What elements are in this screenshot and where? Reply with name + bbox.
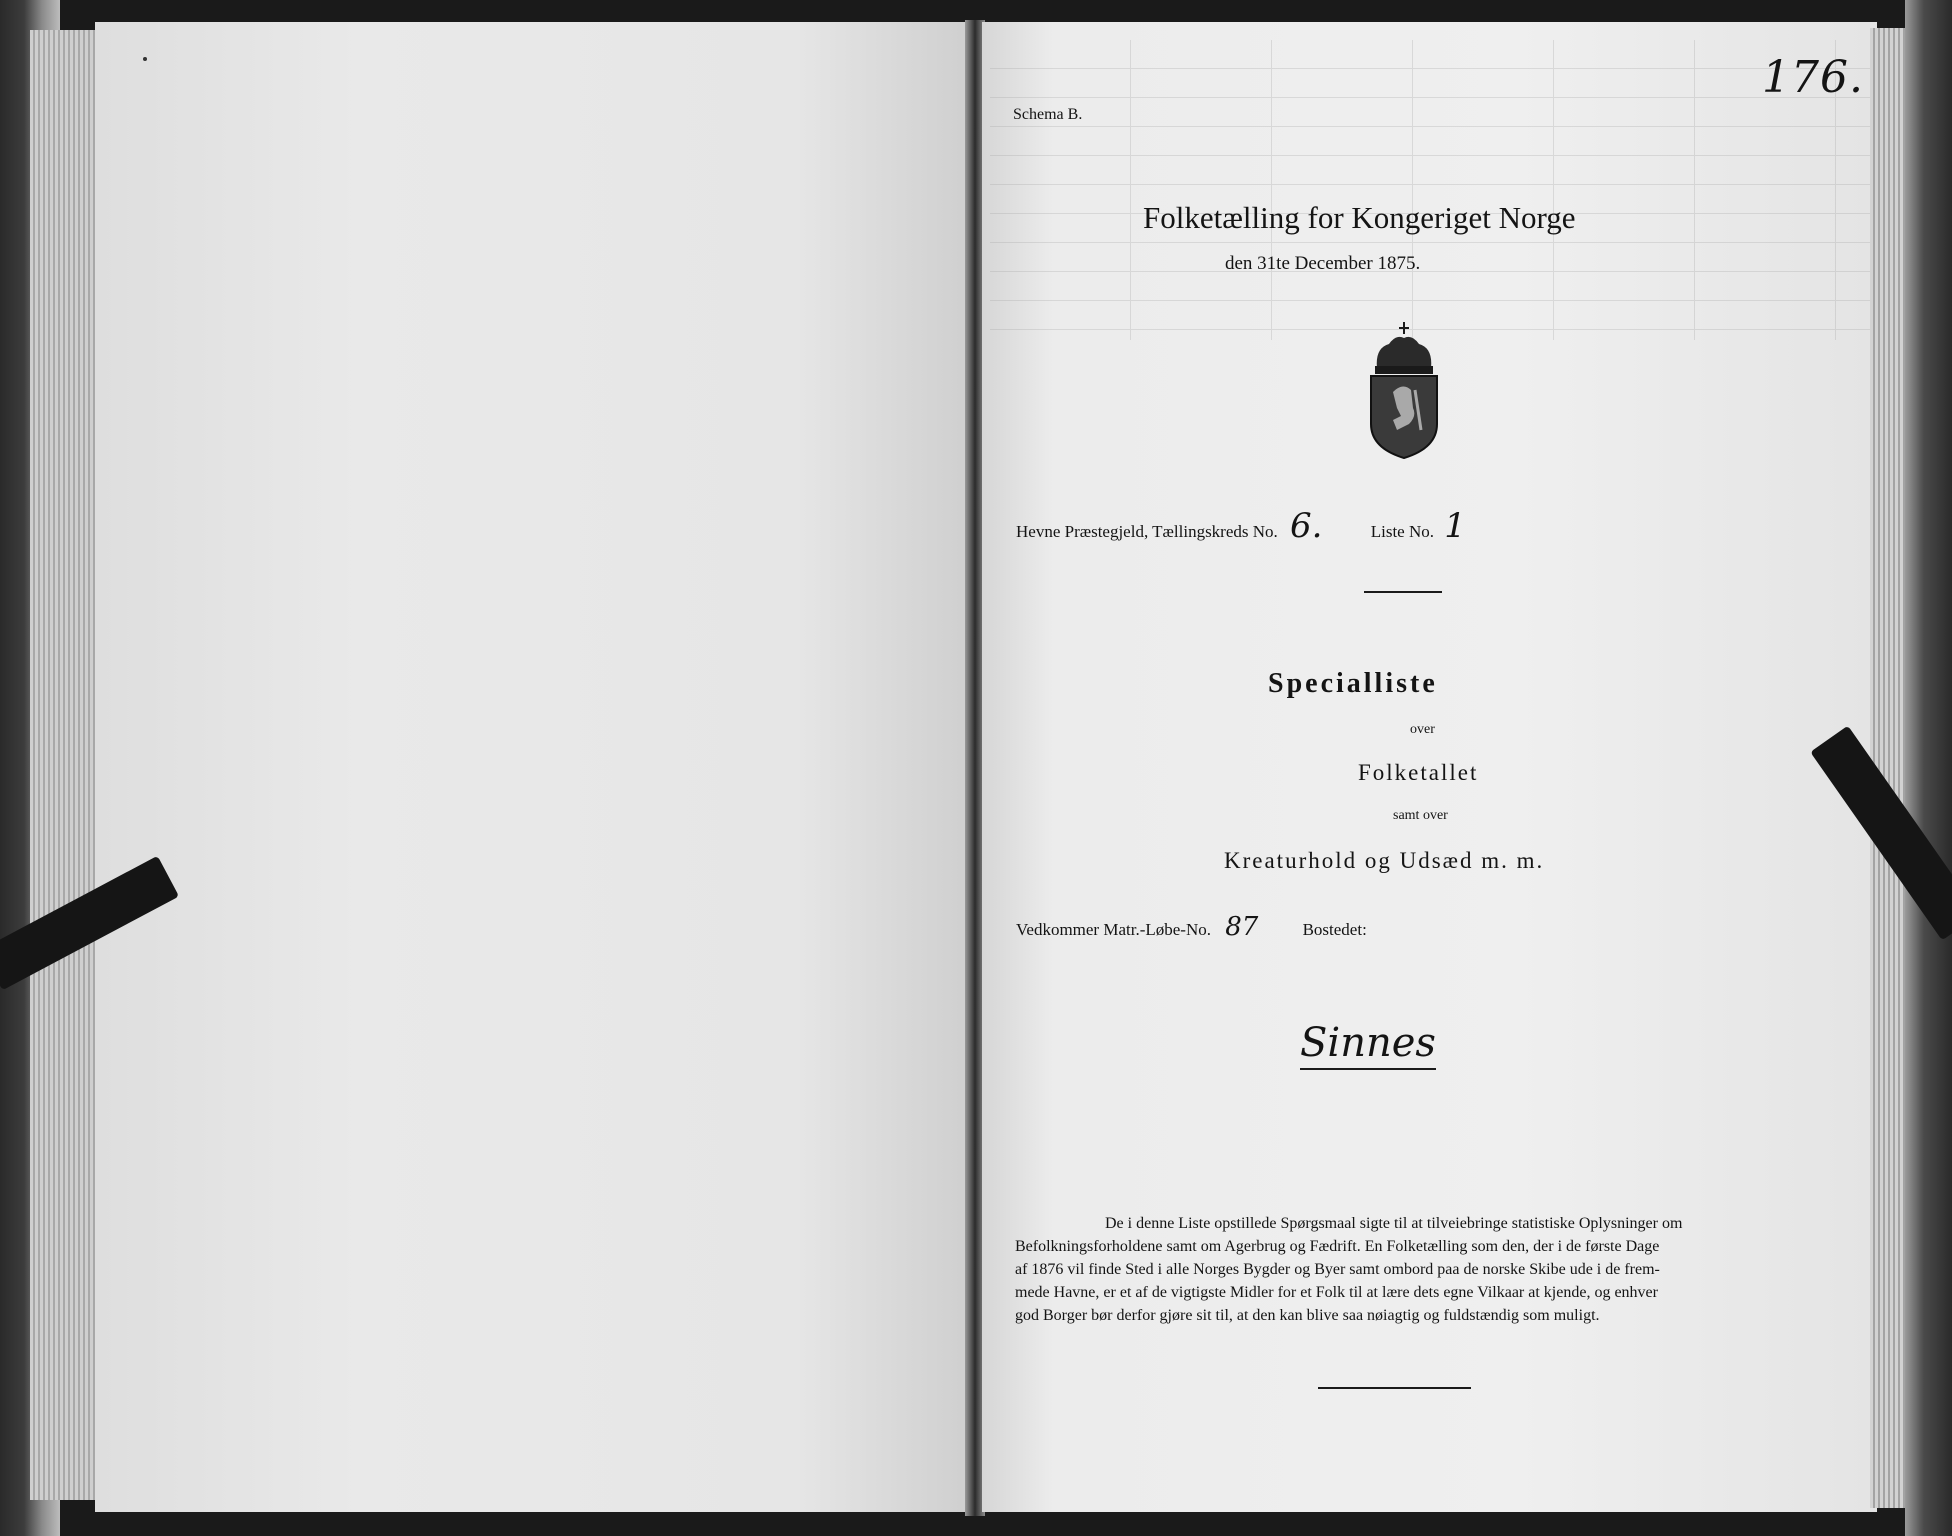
parish-suffix: Præstegjeld, bbox=[1064, 522, 1149, 541]
document-title: Folketælling for Kongeriget Norge bbox=[1143, 200, 1576, 235]
kreaturhold-heading: Kreaturhold og Udsæd m. m. bbox=[1224, 848, 1545, 873]
bottom-divider-rule bbox=[1318, 1387, 1471, 1389]
blank-left-page bbox=[95, 22, 970, 1512]
folketallet-heading: Folketallet bbox=[1358, 760, 1479, 785]
ink-speck bbox=[143, 57, 147, 61]
list-number: 1 bbox=[1444, 506, 1466, 546]
schema-label: Schema B. bbox=[1013, 106, 1083, 123]
bosted-label: Bostedet: bbox=[1302, 920, 1367, 939]
page-edges-left bbox=[30, 30, 100, 1500]
samt-over-text: samt over bbox=[1393, 808, 1448, 823]
district-line bbox=[1016, 506, 1466, 546]
bleed-through-table bbox=[990, 40, 1870, 340]
paragraph-line: af 1876 vil finde Sted i alle Norges Bygder og Byer samt ombord paa de norske Skibe ude i de frem- bbox=[1015, 1261, 1660, 1278]
handwritten-place-name: Sinnes bbox=[1300, 1020, 1436, 1070]
over-text: over bbox=[1410, 722, 1435, 737]
paragraph-line: god Borger bør derfor gjøre sit til, at den kan blive saa nøiagtig og fuldstændig som muligt. bbox=[1015, 1307, 1600, 1324]
list-label: Liste No. bbox=[1370, 522, 1435, 541]
parish-name: Hevne bbox=[1016, 522, 1061, 541]
district-label: Tællingskreds No. bbox=[1152, 522, 1278, 541]
norwegian-coat-of-arms-icon bbox=[1363, 320, 1445, 460]
divider-rule bbox=[1364, 591, 1442, 593]
scan-background-right bbox=[1905, 0, 1952, 1536]
district-number: 6. bbox=[1290, 506, 1323, 546]
matr-number: 87 bbox=[1225, 912, 1259, 942]
census-date: den 31te December 1875. bbox=[1225, 253, 1421, 274]
matr-label: Vedkommer Matr.-Løbe-No. bbox=[1016, 920, 1211, 939]
property-line bbox=[1016, 912, 1367, 942]
instruction-paragraph bbox=[1015, 1212, 1810, 1327]
paragraph-line: De i denne Liste opstillede Spørgsmaal sigte til at tilveiebringe statistiske Oplysninger om bbox=[1105, 1215, 1683, 1232]
paragraph-line: Befolkningsforholdene samt om Agerbrug og Fædrift. En Folketælling som den, der i de første Dage bbox=[1015, 1238, 1660, 1255]
paragraph-line: mede Havne, er et af de vigtigste Midler for et Folk til at lære dets egne Vilkaar at kjende, og enhver bbox=[1015, 1284, 1658, 1301]
page-number: 176. bbox=[1762, 52, 1864, 103]
specialliste-heading: Specialliste bbox=[1268, 668, 1438, 699]
